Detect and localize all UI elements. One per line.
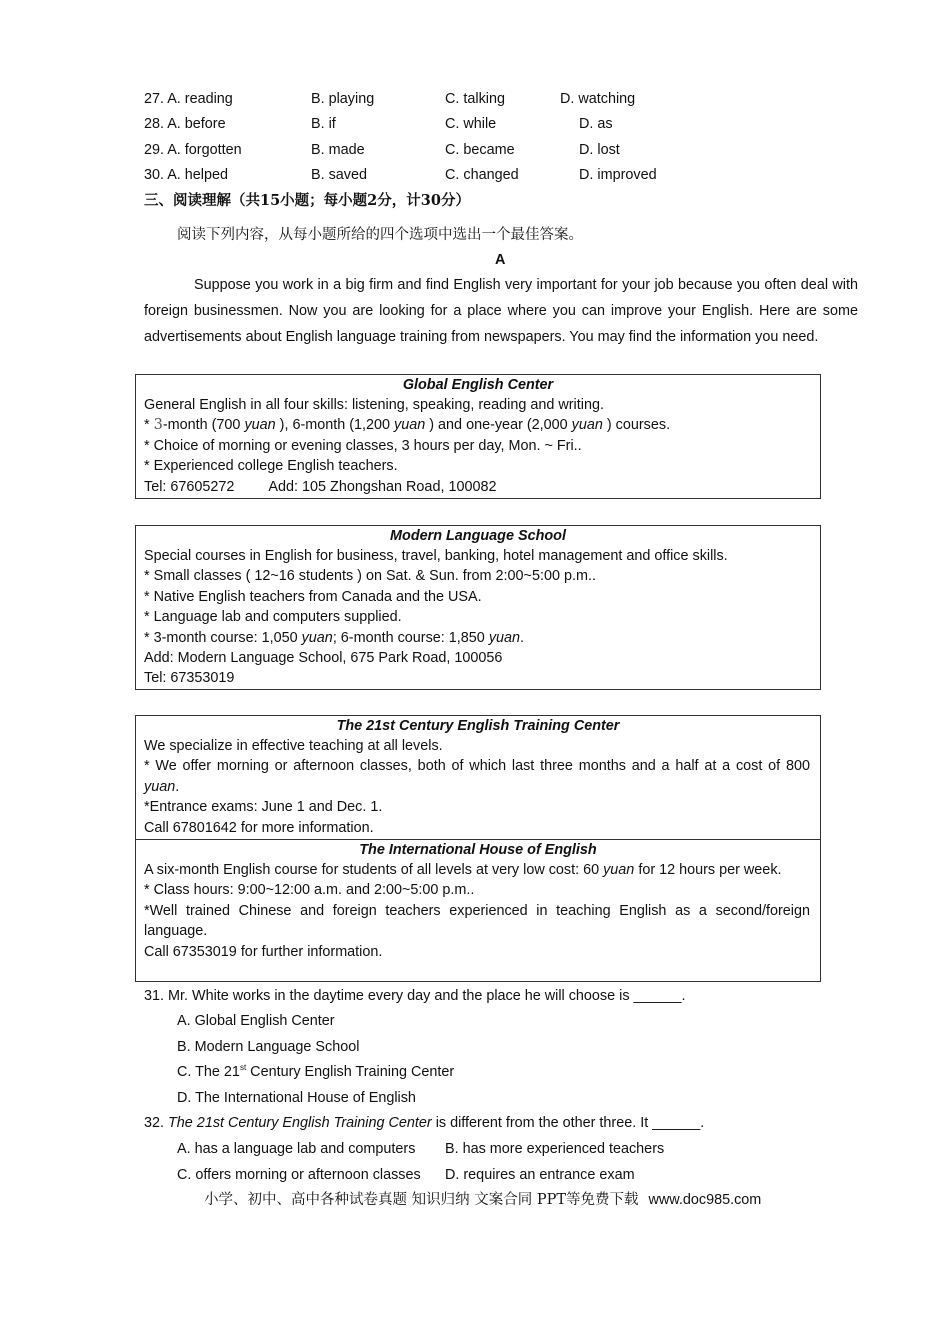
ad-title: The 21st Century English Training Center xyxy=(336,718,620,734)
ad-title: Modern Language School xyxy=(390,528,566,544)
text: C. The 21 xyxy=(177,1064,240,1080)
question-31-option-c xyxy=(177,1064,454,1081)
option-d: D. watching xyxy=(560,91,636,107)
yuan-text: yuan xyxy=(603,862,635,878)
text: * xyxy=(144,417,154,434)
yuan-text: yuan xyxy=(144,778,176,795)
text: -month (700 xyxy=(162,417,245,434)
option-a: 27. A. reading xyxy=(144,91,233,107)
ad-line: * Experienced college English teachers. xyxy=(144,458,398,475)
ad-contact xyxy=(136,477,820,497)
address: Add: 105 Zhongshan Road, 100082 xyxy=(268,478,497,495)
yuan-text: yuan xyxy=(394,417,426,434)
ad-line: We specialize in effective teaching at all levels. xyxy=(144,738,443,754)
question-31-option-b: B. Modern Language School xyxy=(177,1039,360,1055)
question-31-stem: 31. Mr. White works in the daytime every day and the place he will choose is ______. xyxy=(144,988,686,1004)
passage-intro: Suppose you work in a big firm and find English very important for your job because you often deal with foreign businessmen. Now you are looking for a place where you can improve your English. Here are some advertisements about English language training from newspapers. You may find the information you need. xyxy=(144,277,858,345)
text: . xyxy=(520,629,525,646)
italic-title: The 21st Century English Training Center xyxy=(168,1115,432,1131)
ad-modern-language-school xyxy=(135,525,821,690)
section-instruction: 阅读下列内容，从每小题所给的四个选项中选出一个最佳答案。 xyxy=(177,227,583,243)
text: ; 6-month course: 1,850 xyxy=(332,629,489,646)
passage-label: A xyxy=(495,252,506,268)
ad-line: * Small classes ( 12~16 students ) on Sat. & Sun. from 2:00~5:00 p.m.. xyxy=(144,568,596,585)
option-b: B. if xyxy=(311,116,336,132)
yuan-text: yuan xyxy=(301,629,333,646)
question-32-option-d: D. requires an entrance exam xyxy=(445,1167,635,1183)
text: A six-month English course for students of all levels at very low cost: 60 xyxy=(144,862,604,878)
text: * 3-month course: 1,050 xyxy=(144,629,302,646)
ad-tel: Tel: 67353019 xyxy=(144,670,235,687)
footer-link[interactable]: www.doc985.com xyxy=(648,1192,762,1208)
option-a: 30. A. helped xyxy=(144,167,229,183)
tel: Tel: 67605272 xyxy=(144,478,235,495)
text: ) courses. xyxy=(602,417,671,434)
option-c: C. while xyxy=(445,116,497,132)
footer xyxy=(204,1192,761,1209)
option-a: 28. A. before xyxy=(144,116,226,132)
text: 32. xyxy=(144,1115,169,1131)
option-c: C. became xyxy=(445,142,515,158)
text: is different from the other three. It ______. xyxy=(431,1115,705,1131)
text: ) and one-year (2,000 xyxy=(425,417,572,434)
question-31-option-a: A. Global English Center xyxy=(177,1013,335,1029)
ad-line: General English in all four skills: listening, speaking, reading and writing. xyxy=(144,397,604,413)
ad-line-course xyxy=(136,860,820,880)
ad-line: * Choice of morning or evening classes, 3 hours per day, Mon. ~ Fri.. xyxy=(144,437,582,454)
superscript: st xyxy=(239,1063,247,1072)
option-b: B. saved xyxy=(311,167,367,183)
text: . xyxy=(175,778,180,795)
ad-line: *Entrance exams: June 1 and Dec. 1. xyxy=(144,799,383,816)
ad-global-english-center xyxy=(135,374,821,499)
ad-group-box xyxy=(135,715,821,982)
ad-line-classes xyxy=(136,756,820,797)
yuan-text: yuan xyxy=(571,417,603,434)
option-d: D. improved xyxy=(579,167,657,183)
ad-line: * Language lab and computers supplied. xyxy=(144,609,402,626)
question-32-stem xyxy=(144,1115,704,1132)
text: for 12 hours per week. xyxy=(634,862,782,878)
ad-line: * Native English teachers from Canada and the USA. xyxy=(144,588,482,605)
ad-21st-century-center xyxy=(136,716,820,839)
question-32-option-c: C. offers morning or afternoon classes xyxy=(177,1167,421,1183)
option-a: 29. A. forgotten xyxy=(144,142,242,158)
text: ), 6-month (1,200 xyxy=(275,417,395,434)
ad-title: Global English Center xyxy=(402,377,554,393)
yuan-text: yuan xyxy=(488,629,521,646)
yuan-text: yuan xyxy=(244,417,276,434)
footer-text: 小学、初中、高中各种试卷真题 知识归纳 文案合同 PPT等免费下载 xyxy=(204,1192,639,1208)
text: Century English Training Center xyxy=(246,1064,455,1080)
option-c: C. talking xyxy=(445,91,505,107)
ad-line-prices xyxy=(136,628,820,648)
option-c: C. changed xyxy=(445,167,519,183)
ad-line: * Class hours: 9:00~12:00 a.m. and 2:00~5:00 p.m.. xyxy=(144,882,475,899)
ad-line: Call 67801642 for more information. xyxy=(144,819,374,836)
text: * We offer morning or afternoon classes, both of which last three months and a half at a cost of 800 xyxy=(144,758,810,775)
ad-address: Add: Modern Language School, 675 Park Road, 100056 xyxy=(144,649,503,666)
ad-line-courses xyxy=(136,415,820,435)
question-32-option-b: B. has more experienced teachers xyxy=(445,1141,665,1157)
ad-title: The International House of English xyxy=(359,842,597,858)
option-d: D. as xyxy=(579,116,613,132)
ad-line: Special courses in English for business, travel, banking, hotel management and office skills. xyxy=(144,548,728,564)
ad-line: *Well trained Chinese and foreign teachers experienced in teaching English as a second/foreign language. xyxy=(144,902,810,940)
option-b: B. playing xyxy=(311,91,375,107)
question-32-option-a: A. has a language lab and computers xyxy=(177,1141,416,1157)
ad-international-house xyxy=(136,839,820,962)
text: 3 xyxy=(153,417,163,434)
section-title: 三、阅读理解（共15小题；每小题2分，计30分） xyxy=(144,192,470,209)
option-d: D. lost xyxy=(579,142,620,158)
option-b: B. made xyxy=(311,142,365,158)
question-31-option-d: D. The International House of English xyxy=(177,1090,416,1106)
ad-line: Call 67353019 for further information. xyxy=(144,943,383,960)
